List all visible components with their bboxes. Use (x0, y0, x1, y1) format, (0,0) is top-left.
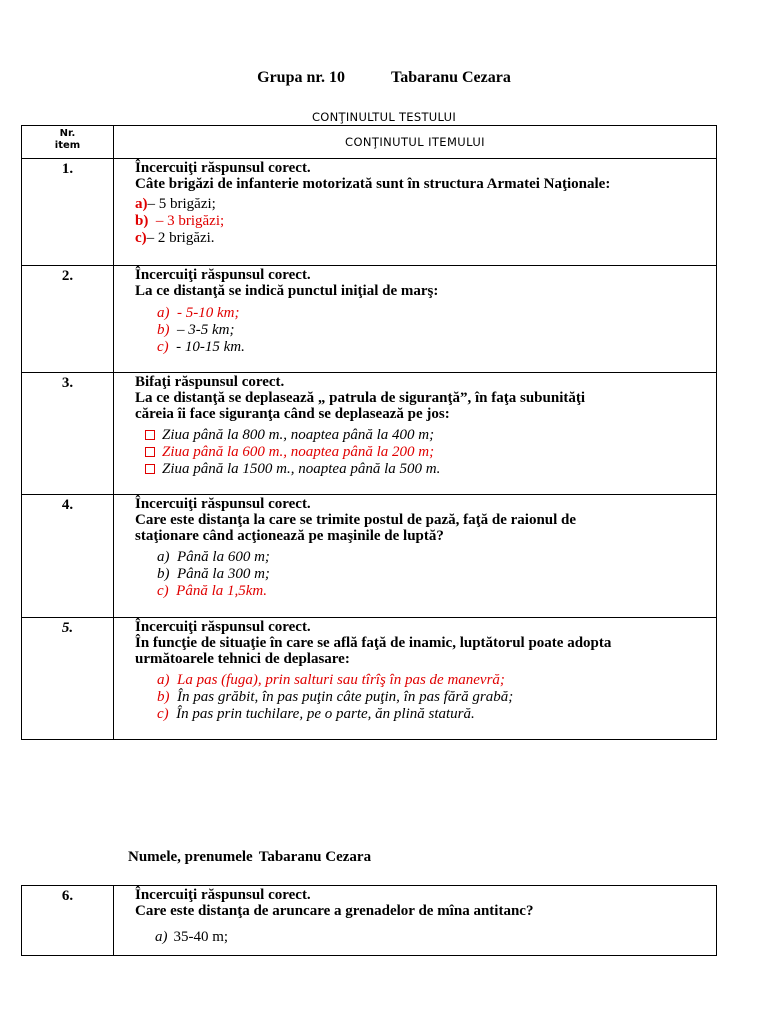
options-list (135, 549, 716, 600)
table-row (22, 886, 717, 956)
student-name: Tabaranu Cezara (391, 69, 511, 86)
option-a (135, 929, 716, 946)
option-letter: a) (157, 305, 170, 321)
options-list (135, 672, 716, 723)
item-content (114, 495, 717, 618)
option-b (135, 322, 716, 339)
option-text: În pas prin tuchilare, pe o parte, ăn plină statură. (176, 706, 475, 722)
option-checkbox-3 (135, 461, 716, 478)
option-letter: b) (135, 213, 149, 229)
option-letter: c) (157, 583, 169, 599)
item-question: Care este distanţa de aruncare a grenadelor de mîna antitanc? (135, 903, 534, 919)
item-question-line2: căreia îi face siguranţa când se deplasează pe jos: (135, 406, 450, 422)
option-c-correct (135, 583, 716, 600)
name-value: Tabaranu Cezara (258, 849, 372, 865)
option-text: – 5 brigăzi; (147, 196, 216, 212)
option-a (135, 549, 716, 566)
option-letter: b) (157, 322, 170, 338)
option-c (135, 339, 716, 356)
option-b-correct (135, 213, 716, 230)
item-question: Câte brigăzi de infanterie motorizată sunt în structura Armatei Naţionale: (135, 176, 611, 192)
option-a-correct (135, 305, 716, 322)
option-text: Ziua până la 800 m., noaptea până la 400 m; (162, 427, 435, 443)
option-checkbox-2-correct (135, 444, 716, 461)
option-text: Ziua până la 600 m., noaptea până la 200 m; (162, 444, 435, 460)
option-c (135, 230, 716, 247)
item-instruction: Încercuiţi răspunsul corect. (135, 887, 311, 903)
option-letter: a) (135, 196, 148, 212)
test-subtitle: CONŢINULTUL TESTULUI (311, 110, 457, 124)
table-header-row (22, 126, 717, 159)
option-text: Până la 600 m; (177, 549, 270, 565)
test-table-2 (21, 885, 717, 956)
option-checkbox-1 (135, 427, 716, 444)
item-number: 1. (22, 159, 114, 266)
item-content (114, 159, 717, 266)
option-letter: a) (155, 929, 168, 945)
option-text: Până la 1,5km. (176, 583, 267, 599)
options-list (135, 427, 716, 478)
option-b (135, 566, 716, 583)
checkbox-icon[interactable] (145, 447, 155, 457)
option-letter: b) (157, 566, 170, 582)
page-header (0, 69, 768, 87)
group-label: Grupa nr. 10 (257, 69, 345, 86)
option-b (135, 689, 716, 706)
item-content (114, 618, 717, 740)
option-text: În pas grăbit, în pas puţin câte puţin, în pas fără grabă; (177, 689, 514, 705)
table-row (22, 618, 717, 740)
table-row (22, 159, 717, 266)
option-a-correct (135, 672, 716, 689)
item-question-line1: În funcţie de situaţie în care se află faţă de inamic, luptătorul poate adopta (135, 635, 612, 651)
item-instruction: Încercuiţi răspunsul corect. (135, 160, 311, 176)
item-content (114, 266, 717, 373)
option-text: La pas (fuga), prin salturi sau tîrîş în pas de manevră; (177, 672, 505, 688)
option-letter: a) (157, 672, 170, 688)
options-list (135, 196, 716, 247)
checkbox-icon[interactable] (145, 464, 155, 474)
item-number: 4. (22, 495, 114, 618)
item-content (114, 373, 717, 495)
header-content: CONŢINUTUL ITEMULUI (114, 126, 717, 159)
option-text: Până la 300 m; (177, 566, 270, 582)
option-text: - 10-15 km. (176, 339, 245, 355)
item-question-line1: Care este distanţa la care se trimite postul de pază, faţă de raionul de (135, 512, 577, 528)
item-number: 5. (22, 618, 114, 740)
table-row (22, 495, 717, 618)
item-instruction: Bifaţi răspunsul corect. (135, 374, 285, 390)
item-question-line2: următoarele tehnici de deplasare: (135, 651, 350, 667)
item-content (114, 886, 717, 956)
option-letter: b) (157, 689, 170, 705)
item-number: 6. (22, 886, 114, 956)
option-text: - 5-10 km; (177, 305, 240, 321)
option-letter: c) (157, 706, 169, 722)
item-instruction: Încercuiţi răspunsul corect. (135, 267, 311, 283)
table-row (22, 373, 717, 495)
option-letter: c) (157, 339, 169, 355)
option-letter: c) (135, 230, 147, 246)
header-nr: Nr. (59, 128, 76, 139)
options-list (135, 305, 716, 356)
option-text: – 3-5 km; (177, 322, 235, 338)
name-line (128, 849, 371, 866)
checkbox-icon[interactable] (145, 430, 155, 440)
item-number: 3. (22, 373, 114, 495)
name-label: Numele, prenumele (128, 849, 253, 865)
header-item: item (54, 140, 81, 151)
item-instruction: Încercuiţi răspunsul corect. (135, 619, 311, 635)
item-question-line2: staţionare când acţionează pe maşinile de luptă? (135, 528, 444, 544)
option-text: – 3 brigăzi; (148, 213, 225, 229)
table-row (22, 266, 717, 373)
option-letter: a) (157, 549, 170, 565)
item-question-line1: La ce distanţă se deplasează „ patrula de siguranţă”, în faţa subunităţi (135, 390, 586, 406)
item-instruction: Încercuiţi răspunsul corect. (135, 496, 311, 512)
item-number: 2. (22, 266, 114, 373)
option-a (135, 196, 716, 213)
header-nr-item (22, 126, 114, 159)
option-c (135, 706, 716, 723)
item-question: La ce distanţă se indică punctul iniţial de marş: (135, 283, 439, 299)
option-text: – 2 brigăzi. (146, 230, 215, 246)
option-text: 35-40 m; (173, 929, 229, 945)
test-table (21, 125, 717, 740)
option-text: Ziua până la 1500 m., noaptea până la 500 m. (162, 461, 441, 477)
